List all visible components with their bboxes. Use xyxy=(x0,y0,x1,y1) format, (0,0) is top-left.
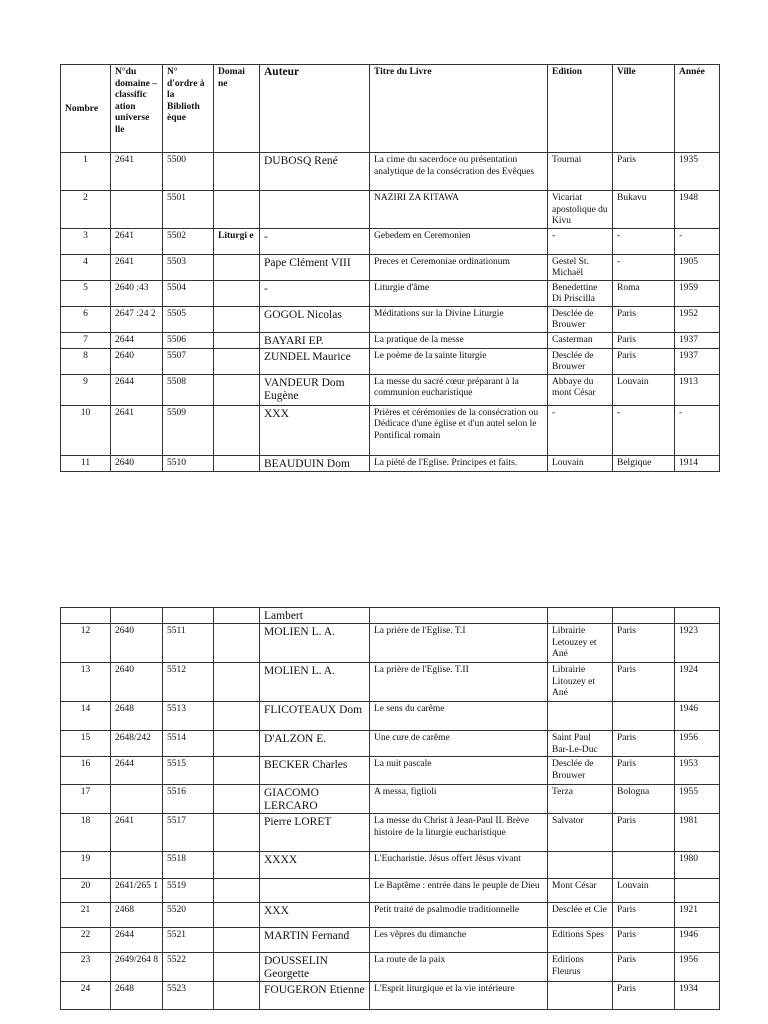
header-ville: Ville xyxy=(613,65,675,153)
cell-titre: Petit traité de psalmodie traditionnelle xyxy=(370,903,548,928)
cell-titre: La prière de l'Eglise. T.I xyxy=(370,624,548,663)
cell-num-domaine: 2641 xyxy=(111,228,163,254)
cell-titre: La messe du Christ à Jean-Paul II. Brève histoire de la liturgie eucharistique xyxy=(370,814,548,852)
table-row xyxy=(61,785,720,814)
cell-auteur xyxy=(260,879,370,903)
cell-ville xyxy=(613,608,675,624)
table-row xyxy=(61,852,720,879)
cell-domaine xyxy=(214,374,260,405)
cell-domaine xyxy=(214,348,260,374)
table-row xyxy=(61,702,720,731)
cell-edition: Desclée de Brouwer xyxy=(548,306,613,332)
cell-edition: Terza xyxy=(548,785,613,814)
cell-edition: Louvain xyxy=(548,455,613,471)
cell-nombre: 6 xyxy=(61,306,111,332)
cell-num-ordre: 5508 xyxy=(163,374,214,405)
cell-domaine xyxy=(214,982,260,1010)
cell-domaine xyxy=(214,702,260,731)
cell-domaine xyxy=(214,814,260,852)
cell-domaine xyxy=(214,928,260,953)
cell-titre: A messa, figlioli xyxy=(370,785,548,814)
cell-num-ordre: 5513 xyxy=(163,702,214,731)
cell-titre: La nuit pascale xyxy=(370,757,548,785)
cell-nombre: 14 xyxy=(61,702,111,731)
cell-ville: Paris xyxy=(613,306,675,332)
cell-auteur: Pierre LORET xyxy=(260,814,370,852)
cell-auteur: XXX xyxy=(260,405,370,455)
cell-ville: Louvain xyxy=(613,879,675,903)
cell-auteur: DOUSSELIN Georgette xyxy=(260,953,370,982)
cell-auteur: FLICOTEAUX Dom xyxy=(260,702,370,731)
cell-num-ordre: 5523 xyxy=(163,982,214,1010)
cell-titre: Preces et Ceremoniae ordinationum xyxy=(370,254,548,280)
cell-num-domaine: 2644 xyxy=(111,757,163,785)
cell-nombre: 2 xyxy=(61,191,111,229)
cell-nombre: 17 xyxy=(61,785,111,814)
cell-nombre: 15 xyxy=(61,731,111,757)
cell-annee: 1948 xyxy=(675,191,720,229)
cell-ville: Bukavu xyxy=(613,191,675,229)
cell-nombre: 3 xyxy=(61,228,111,254)
cell-auteur: D'ALZON E. xyxy=(260,731,370,757)
cell-edition xyxy=(548,702,613,731)
cell-auteur: Lambert xyxy=(260,608,370,624)
cell-nombre: 7 xyxy=(61,332,111,348)
cell-ville: Paris xyxy=(613,153,675,191)
cell-ville: Bologna xyxy=(613,785,675,814)
cell-num-ordre: 5501 xyxy=(163,191,214,229)
cell-ville: - xyxy=(613,254,675,280)
cell-num-domaine: 2641 xyxy=(111,405,163,455)
cell-annee: 1921 xyxy=(675,903,720,928)
cell-num-domaine: 2640 :43 xyxy=(111,280,163,306)
cell-auteur: GOGOL Nicolas xyxy=(260,306,370,332)
cell-edition xyxy=(548,852,613,879)
cell-domaine xyxy=(214,332,260,348)
header-edition: Edition xyxy=(548,65,613,153)
cell-annee: 1937 xyxy=(675,348,720,374)
cell-annee: - xyxy=(675,405,720,455)
cell-ville: Paris xyxy=(613,663,675,702)
header-annee: Année xyxy=(675,65,720,153)
cell-edition: Librairie Litouzey et Ané xyxy=(548,663,613,702)
cell-domaine xyxy=(214,254,260,280)
cell-edition: Desclée de Brouwer xyxy=(548,757,613,785)
header-auteur: Auteur xyxy=(260,65,370,153)
cell-annee: 1937 xyxy=(675,332,720,348)
cell-nombre: 22 xyxy=(61,928,111,953)
cell-auteur: ZUNDEL Maurice xyxy=(260,348,370,374)
cell-ville: Belgique xyxy=(613,455,675,471)
table-row xyxy=(61,254,720,280)
cell-titre: L'Eucharistie. Jésus offert Jésus vivant xyxy=(370,852,548,879)
cell-domaine xyxy=(214,953,260,982)
cell-edition xyxy=(548,608,613,624)
cell-auteur: MOLIEN L. A. xyxy=(260,663,370,702)
cell-nombre: 12 xyxy=(61,624,111,663)
cell-titre: L'Esprit liturgique et la vie intérieure xyxy=(370,982,548,1010)
cell-ville: Louvain xyxy=(613,374,675,405)
cell-auteur: MARTIN Fernand xyxy=(260,928,370,953)
cell-num-ordre: 5500 xyxy=(163,153,214,191)
cell-num-domaine: 2468 xyxy=(111,903,163,928)
cell-num-ordre: 5516 xyxy=(163,785,214,814)
cell-domaine xyxy=(214,785,260,814)
table-row xyxy=(61,928,720,953)
cell-nombre: 18 xyxy=(61,814,111,852)
cell-num-ordre: 5518 xyxy=(163,852,214,879)
cell-ville: Paris xyxy=(613,953,675,982)
cell-num-ordre: 5514 xyxy=(163,731,214,757)
cell-annee: 1913 xyxy=(675,374,720,405)
cell-titre: La pratique de la messe xyxy=(370,332,548,348)
cell-titre: Une cure de carême xyxy=(370,731,548,757)
cell-edition: Editions Fleurus xyxy=(548,953,613,982)
cell-edition: - xyxy=(548,405,613,455)
cell-auteur: - xyxy=(260,280,370,306)
header-nombre: Nombre xyxy=(61,65,111,153)
cell-num-ordre: 5522 xyxy=(163,953,214,982)
cell-num-domaine: 2640 xyxy=(111,348,163,374)
catalog-table-top xyxy=(60,64,720,472)
table-row xyxy=(61,814,720,852)
cell-num-ordre: 5509 xyxy=(163,405,214,455)
cell-nombre: 24 xyxy=(61,982,111,1010)
cell-num-ordre: 5519 xyxy=(163,879,214,903)
cell-nombre xyxy=(61,608,111,624)
cell-titre: Le Baptême : entrée dans le peuple de Dieu xyxy=(370,879,548,903)
table-row xyxy=(61,153,720,191)
table-row xyxy=(61,731,720,757)
cell-domaine xyxy=(214,191,260,229)
cell-annee: 1924 xyxy=(675,663,720,702)
table-row xyxy=(61,348,720,374)
cell-num-ordre: 5512 xyxy=(163,663,214,702)
cell-num-ordre xyxy=(163,608,214,624)
cell-num-domaine: 2640 xyxy=(111,455,163,471)
cell-num-domaine: 2641 xyxy=(111,254,163,280)
cell-nombre: 8 xyxy=(61,348,111,374)
cell-nombre: 9 xyxy=(61,374,111,405)
cell-edition: Desclée et Cie xyxy=(548,903,613,928)
cell-titre: La messe du sacré cœur préparant à la communion eucharistique xyxy=(370,374,548,405)
cell-auteur: VANDEUR Dom Eugène xyxy=(260,374,370,405)
table-row xyxy=(61,663,720,702)
cell-num-domaine xyxy=(111,608,163,624)
cell-domaine xyxy=(214,757,260,785)
cell-num-domaine: 2647 :24 2 xyxy=(111,306,163,332)
cell-domaine xyxy=(214,455,260,471)
table-row xyxy=(61,280,720,306)
cell-num-ordre: 5517 xyxy=(163,814,214,852)
cell-num-ordre: 5506 xyxy=(163,332,214,348)
cell-auteur: BECKER Charles xyxy=(260,757,370,785)
catalog-table-bottom xyxy=(60,607,720,1010)
cell-domaine xyxy=(214,306,260,332)
cell-ville: Paris xyxy=(613,814,675,852)
cell-annee: 1953 xyxy=(675,757,720,785)
cell-nombre: 20 xyxy=(61,879,111,903)
cell-ville: Paris xyxy=(613,348,675,374)
cell-titre: La route de la paix xyxy=(370,953,548,982)
cell-annee: 1959 xyxy=(675,280,720,306)
cell-num-ordre: 5515 xyxy=(163,757,214,785)
cell-annee: 1980 xyxy=(675,852,720,879)
cell-num-ordre: 5510 xyxy=(163,455,214,471)
cell-auteur: XXXX xyxy=(260,852,370,879)
cell-ville: Paris xyxy=(613,332,675,348)
cell-titre: Prières et cérémonies de la consécration ou Dédicace d'une église et d'un autel selon le Pontifical romain xyxy=(370,405,548,455)
cell-num-domaine: 2648/242 xyxy=(111,731,163,757)
cell-titre: La prière de l'Eglise. T.II xyxy=(370,663,548,702)
cell-annee: - xyxy=(675,228,720,254)
cell-nombre: 23 xyxy=(61,953,111,982)
cell-edition: Saint Paul Bar-Le-Duc xyxy=(548,731,613,757)
cell-domaine xyxy=(214,663,260,702)
header-titre: Titre du Livre xyxy=(370,65,548,153)
table-row xyxy=(61,608,720,624)
cell-ville: Paris xyxy=(613,928,675,953)
cell-ville: Paris xyxy=(613,982,675,1010)
cell-domaine xyxy=(214,405,260,455)
cell-edition: Editions Spes xyxy=(548,928,613,953)
cell-edition: Tournai xyxy=(548,153,613,191)
cell-num-domaine xyxy=(111,852,163,879)
cell-titre: Liturgie d'âme xyxy=(370,280,548,306)
table-row xyxy=(61,374,720,405)
cell-domaine: Liturgi e xyxy=(214,228,260,254)
cell-num-domaine: 2644 xyxy=(111,332,163,348)
table-row xyxy=(61,903,720,928)
cell-nombre: 5 xyxy=(61,280,111,306)
cell-domaine xyxy=(214,608,260,624)
header-num-domaine: N°du domaine – classific ation universe lle xyxy=(111,65,163,153)
cell-num-domaine xyxy=(111,785,163,814)
cell-num-ordre: 5511 xyxy=(163,624,214,663)
cell-annee xyxy=(675,879,720,903)
cell-titre: La cime du sacerdoce ou présentation analytique de la consécration des Evêques xyxy=(370,153,548,191)
cell-annee: 1923 xyxy=(675,624,720,663)
cell-num-domaine: 2644 xyxy=(111,374,163,405)
cell-num-domaine: 2640 xyxy=(111,663,163,702)
cell-ville: - xyxy=(613,228,675,254)
cell-titre: Le poème de la sainte liturgie xyxy=(370,348,548,374)
cell-ville xyxy=(613,852,675,879)
cell-ville: Paris xyxy=(613,757,675,785)
cell-domaine xyxy=(214,624,260,663)
table-row xyxy=(61,455,720,471)
cell-edition: - xyxy=(548,228,613,254)
cell-edition xyxy=(548,982,613,1010)
table-row xyxy=(61,228,720,254)
cell-ville: Paris xyxy=(613,903,675,928)
cell-num-domaine: 2641/265 1 xyxy=(111,879,163,903)
cell-auteur: MOLIEN L. A. xyxy=(260,624,370,663)
cell-num-ordre: 5520 xyxy=(163,903,214,928)
cell-auteur: GIACOMO LERCARO xyxy=(260,785,370,814)
cell-num-domaine: 2641 xyxy=(111,153,163,191)
cell-edition: Librairie Letouzey et Ané xyxy=(548,624,613,663)
cell-ville: Paris xyxy=(613,624,675,663)
cell-annee: 1981 xyxy=(675,814,720,852)
cell-auteur: DUBOSQ René xyxy=(260,153,370,191)
cell-domaine xyxy=(214,731,260,757)
cell-edition: Benedettine Di Priscilla xyxy=(548,280,613,306)
cell-num-domaine: 2648 xyxy=(111,702,163,731)
cell-num-domaine: 2644 xyxy=(111,928,163,953)
cell-annee xyxy=(675,608,720,624)
cell-nombre: 1 xyxy=(61,153,111,191)
cell-domaine xyxy=(214,903,260,928)
cell-nombre: 16 xyxy=(61,757,111,785)
table-row xyxy=(61,405,720,455)
table-row xyxy=(61,624,720,663)
cell-annee: 1946 xyxy=(675,928,720,953)
cell-annee: 1956 xyxy=(675,731,720,757)
cell-num-ordre: 5505 xyxy=(163,306,214,332)
cell-auteur: - xyxy=(260,228,370,254)
cell-auteur: BAYARI EP. xyxy=(260,332,370,348)
cell-num-domaine: 2648 xyxy=(111,982,163,1010)
cell-nombre: 21 xyxy=(61,903,111,928)
cell-num-domaine xyxy=(111,191,163,229)
cell-annee: 1952 xyxy=(675,306,720,332)
cell-ville: Roma xyxy=(613,280,675,306)
header-domaine: Domai ne xyxy=(214,65,260,153)
cell-titre: Le sens du carême xyxy=(370,702,548,731)
cell-nombre: 4 xyxy=(61,254,111,280)
cell-auteur: BEAUDUIN Dom xyxy=(260,455,370,471)
cell-titre: La piété de l'Eglise. Principes et faits. xyxy=(370,455,548,471)
cell-edition: Casterman xyxy=(548,332,613,348)
table-row xyxy=(61,879,720,903)
cell-domaine xyxy=(214,280,260,306)
cell-num-ordre: 5521 xyxy=(163,928,214,953)
cell-titre: NAZIRI ZA KITAWA xyxy=(370,191,548,229)
cell-auteur xyxy=(260,191,370,229)
table-row xyxy=(61,757,720,785)
cell-annee: 1955 xyxy=(675,785,720,814)
header-row xyxy=(61,65,720,153)
cell-auteur: Pape Clément VIII xyxy=(260,254,370,280)
cell-ville: - xyxy=(613,405,675,455)
cell-titre: Méditations sur la Divine Liturgie xyxy=(370,306,548,332)
table-row xyxy=(61,306,720,332)
header-num-ordre: N° d'ordre à la Biblioth èque xyxy=(163,65,214,153)
table-row xyxy=(61,191,720,229)
cell-domaine xyxy=(214,153,260,191)
cell-annee: 1905 xyxy=(675,254,720,280)
cell-edition: Salvator xyxy=(548,814,613,852)
cell-num-ordre: 5502 xyxy=(163,228,214,254)
cell-annee: 1935 xyxy=(675,153,720,191)
cell-auteur: XXX xyxy=(260,903,370,928)
cell-num-ordre: 5507 xyxy=(163,348,214,374)
cell-nombre: 10 xyxy=(61,405,111,455)
cell-titre xyxy=(370,608,548,624)
cell-edition: Gestel St. Michaël xyxy=(548,254,613,280)
cell-nombre: 13 xyxy=(61,663,111,702)
cell-titre: Les vêpres du dimanche xyxy=(370,928,548,953)
cell-titre: Gebedem en Ceremonien xyxy=(370,228,548,254)
cell-ville: Paris xyxy=(613,731,675,757)
cell-edition: Mont César xyxy=(548,879,613,903)
cell-num-ordre: 5503 xyxy=(163,254,214,280)
cell-domaine xyxy=(214,879,260,903)
cell-num-domaine: 2640 xyxy=(111,624,163,663)
cell-annee: 1914 xyxy=(675,455,720,471)
cell-num-domaine: 2649/264 8 xyxy=(111,953,163,982)
cell-auteur: FOUGERON Etienne xyxy=(260,982,370,1010)
table-row xyxy=(61,332,720,348)
cell-annee: 1946 xyxy=(675,702,720,731)
cell-nombre: 19 xyxy=(61,852,111,879)
cell-ville xyxy=(613,702,675,731)
cell-edition: Desclée de Brouwer xyxy=(548,348,613,374)
cell-edition: Vicariat apostolique du Kivu xyxy=(548,191,613,229)
cell-num-ordre: 5504 xyxy=(163,280,214,306)
cell-domaine xyxy=(214,852,260,879)
cell-annee: 1934 xyxy=(675,982,720,1010)
cell-nombre: 11 xyxy=(61,455,111,471)
cell-annee: 1956 xyxy=(675,953,720,982)
table-row xyxy=(61,982,720,1010)
cell-edition: Abbaye du mont César xyxy=(548,374,613,405)
table-row xyxy=(61,953,720,982)
cell-num-domaine: 2641 xyxy=(111,814,163,852)
